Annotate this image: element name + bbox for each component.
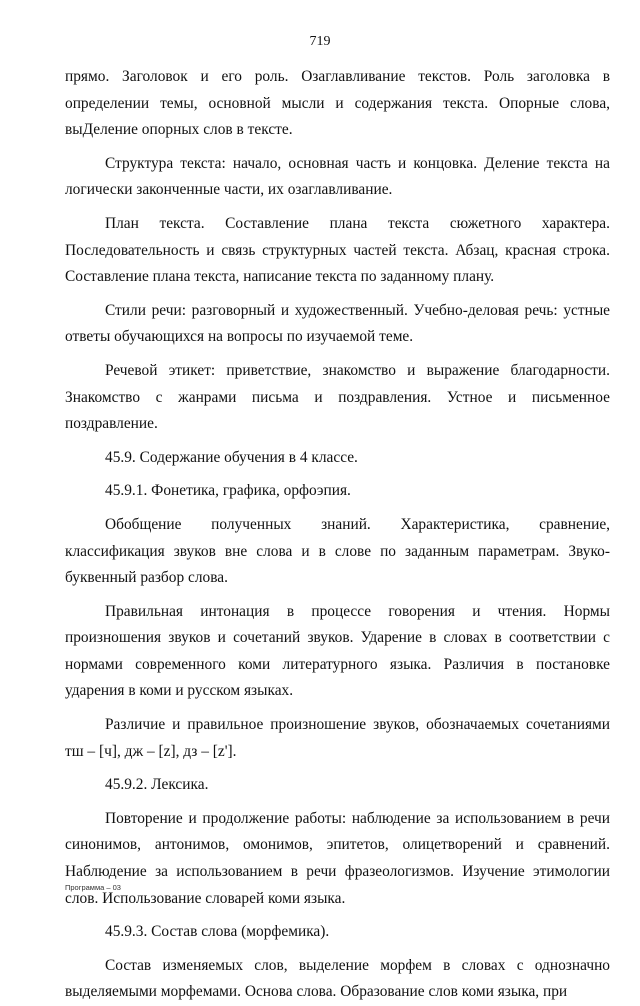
- paragraph-pronunciation: Различие и правильное произношение звуков, обозначаемых сочетаниями тш – [ч], дж – [z], дз – [z'].: [65, 716, 610, 760]
- paragraph-speech-styles: Стили речи: разговорный и художественный. Учебно-деловая речь: устные ответы обучающихся на вопросы по изучаемой теме.: [65, 301, 610, 346]
- subsection-heading-morphemics: 45.9.3. Состав слова (морфемика).: [105, 923, 330, 941]
- paragraph-text-plan: План текста. Составление плана текста сюжетного характера. Последовательность и связь структурных частей текста. Абзац, красная строка. Составление плана текста, написание текста по заданному плану.: [65, 214, 610, 286]
- paragraph-word-composition: Состав изменяемых слов, выделение морфем в словах с однозначно выделяемыми морфемами. Основа слова. Образование слов коми языка, при: [65, 956, 610, 1001]
- subsection-heading-phonetics: 45.9.1. Фонетика, графика, орфоэпия.: [105, 482, 351, 500]
- paragraph-generalization: Обобщение полученных знаний. Характеристика, сравнение, классификация звуков вне слова и в слове по заданным параметрам. Звуко-буквенный разбор слова.: [65, 515, 610, 587]
- page-number: 719: [309, 34, 331, 49]
- paragraph-text-structure: Структура текста: начало, основная часть и концовка. Деление текста на логически законченные части, их озаглавливание.: [65, 154, 610, 199]
- page-footer: Программа – 03: [65, 883, 121, 892]
- paragraph-speech-etiquette: Речевой этикет: приветствие, знакомство и выражение благодарности. Знакомство с жанрами письма и поздравления. Устное и письменное поздравление.: [65, 361, 610, 433]
- section-heading-4th-grade: 45.9. Содержание обучения в 4 классе.: [105, 448, 358, 466]
- paragraph-repetition: Повторение и продолжение работы: наблюдение за использованием в речи синонимов, антонимов, омонимов, эпитетов, олицетворений и сравнений. Наблюдение за использованием в речи фразеологизмов. Изучение этимологии слов. Использование словарей коми языка.: [65, 809, 610, 907]
- paragraph-intonation: Правильная интонация в процессе говорения и чтения. Нормы произношения звуков и сочетаний звуков. Ударение в словах в соответствии с нормами современного коми литературного языка. Различия в постановке ударения в коми и русском языках.: [65, 602, 610, 700]
- document-body: [65, 64, 610, 1006]
- paragraph-text: прямо. Заголовок и его роль. Озаглавливание текстов. Роль заголовка в определении темы, основной мысли и содержания текста. Опорные слова, выДеление опорных слов в тексте.: [65, 68, 610, 139]
- subsection-heading-lexicon: 45.9.2. Лексика.: [105, 776, 209, 794]
